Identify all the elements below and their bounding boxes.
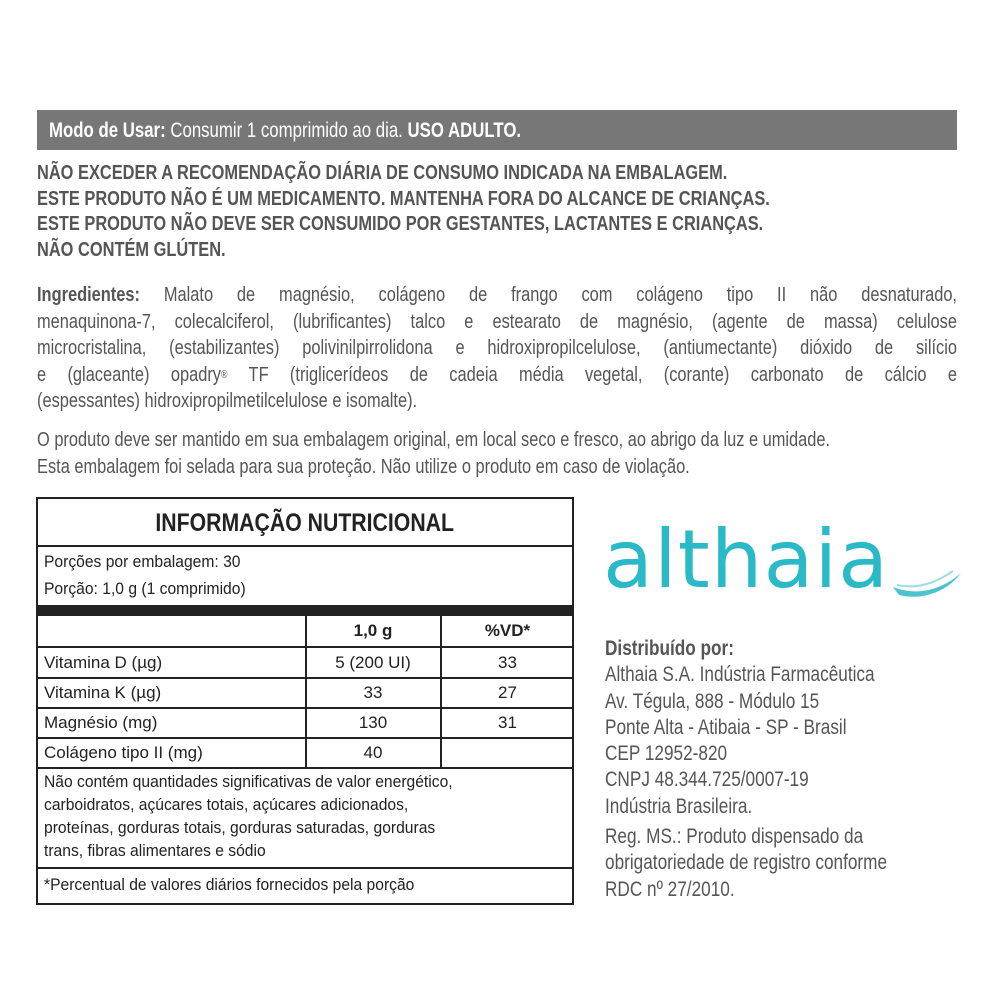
ingredients-text: TF (triglicerídeos de cadeia média vegetal, (corante) carbonato de cálcio e xyxy=(227,362,957,386)
footnote-line: trans, fibras alimentares e sódio xyxy=(44,841,266,860)
registration-line: Reg. MS.: Produto dispensado da xyxy=(605,824,864,849)
footnote-line: carboidratos, açúcares totais, açúcares adicionados, xyxy=(44,795,409,814)
nutrient-amount: 33 xyxy=(363,683,383,702)
thick-divider xyxy=(38,605,572,616)
althaia-logo xyxy=(603,510,963,620)
nutrient-amount: 130 xyxy=(358,713,388,732)
distributor-block xyxy=(605,635,1000,902)
ingredients-line: menaquinona-7, colecalciferol, (lubrificantes) talco e estearato de magnésio, (agente de massa) celulose xyxy=(37,309,957,333)
usage-emphasis: USO ADULTO. xyxy=(407,119,522,142)
usage-label: Modo de Usar: xyxy=(49,119,166,142)
registration-line: RDC nº 27/2010. xyxy=(605,876,735,901)
portion-size: Porção: 1,0 g (1 comprimido) xyxy=(44,579,246,598)
distributor-label: Distribuído por: xyxy=(605,636,734,660)
ingredients-text: Malato de magnésio, colágeno de frango com colágeno tipo II não desnaturado, xyxy=(139,283,958,306)
nutrient-amount: 5 (200 UI) xyxy=(335,653,411,672)
warning-line: NÃO CONTÉM GLÚTEN. xyxy=(37,237,226,261)
nutrient-daily-value: 27 xyxy=(498,683,517,702)
warning-line: NÃO EXCEDER A RECOMENDAÇÃO DIÁRIA DE CONSUMO INDICADA NA EMBALAGEM. xyxy=(37,161,728,184)
nutrient-name: Vitamina D (µg) xyxy=(44,653,163,672)
ingredients-line xyxy=(37,282,957,309)
percent-note: *Percentual de valores diários fornecidos pela porção xyxy=(44,875,415,894)
row-divider xyxy=(38,867,572,869)
column-divider xyxy=(305,616,307,767)
divider xyxy=(38,545,572,547)
usage-instructions xyxy=(49,119,521,143)
distributor-line: Ponte Alta - Atibaia - SP - Brasil xyxy=(605,714,847,739)
column-divider xyxy=(440,616,442,767)
distributor-line: Althaia S.A. Indústria Farmacêutica xyxy=(605,662,875,687)
logo-swoosh-icon xyxy=(893,565,963,605)
row-divider xyxy=(38,767,572,769)
nutrition-title: INFORMAÇÃO NUTRICIONAL xyxy=(155,509,455,537)
storage-paragraph xyxy=(37,427,957,480)
footnote-line: Não contém quantidades significativas de valor energético, xyxy=(44,772,453,791)
header-amount: 1,0 g xyxy=(353,621,393,640)
warning-line: ESTE PRODUTO NÃO É UM MEDICAMENTO. MANTENHA FORA DO ALCANCE DE CRIANÇAS. xyxy=(37,186,770,210)
distributor-line: CEP 12952-820 xyxy=(605,741,728,766)
usage-text: Consumir 1 comprimido ao dia. xyxy=(165,119,408,142)
footnote-line: proteínas, gorduras totais, gorduras saturadas, gorduras xyxy=(44,818,436,837)
warnings-block xyxy=(37,160,953,262)
ingredients-line xyxy=(37,362,957,389)
distributor-line: Indústria Brasileira. xyxy=(605,793,753,818)
registration-line: obrigatoriedade de registro conforme xyxy=(605,850,888,875)
nutrient-daily-value: 31 xyxy=(498,713,517,732)
ingredients-label: Ingredientes: xyxy=(37,283,140,306)
storage-line: O produto deve ser mantido em sua embalagem original, em local seco e fresco, ao abrigo da luz e umidade. xyxy=(37,428,831,451)
nutrient-name: Vitamina K (µg) xyxy=(44,683,162,702)
distributor-line: Av. Tégula, 888 - Módulo 15 xyxy=(605,688,820,713)
storage-line: Esta embalagem foi selada para sua proteção. Não utilize o produto em caso de violação. xyxy=(37,454,690,478)
nutrition-facts-table xyxy=(36,497,574,905)
nutrient-name: Colágeno tipo II (mg) xyxy=(44,743,203,762)
usage-instructions-bar xyxy=(37,110,957,150)
ingredients-line: microcristalina, (estabilizantes) polivinilpirrolidona e hidroxipropilcelulose, (antiumectante) dióxido de silício xyxy=(37,336,957,359)
warning-line: ESTE PRODUTO NÃO DEVE SER CONSUMIDO POR GESTANTES, LACTANTES E CRIANÇAS. xyxy=(37,212,764,235)
ingredients-paragraph xyxy=(37,282,957,415)
distributor-line: CNPJ 48.344.725/0007-19 xyxy=(605,767,809,792)
ingredients-text: e (glaceante) opadry xyxy=(37,362,222,386)
registered-mark: ® xyxy=(221,368,228,381)
logo-wordmark: althaia xyxy=(603,513,890,606)
header-daily-value: %VD* xyxy=(484,621,531,640)
nutrient-daily-value: 33 xyxy=(498,653,517,672)
ingredients-line: (espessantes) hidroxipropilmetilcelulose e isomalte). xyxy=(37,389,418,412)
servings-per-package: Porções por embalagem: 30 xyxy=(44,552,241,571)
nutrient-amount: 40 xyxy=(363,743,383,762)
nutrient-name: Magnésio (mg) xyxy=(44,713,158,732)
